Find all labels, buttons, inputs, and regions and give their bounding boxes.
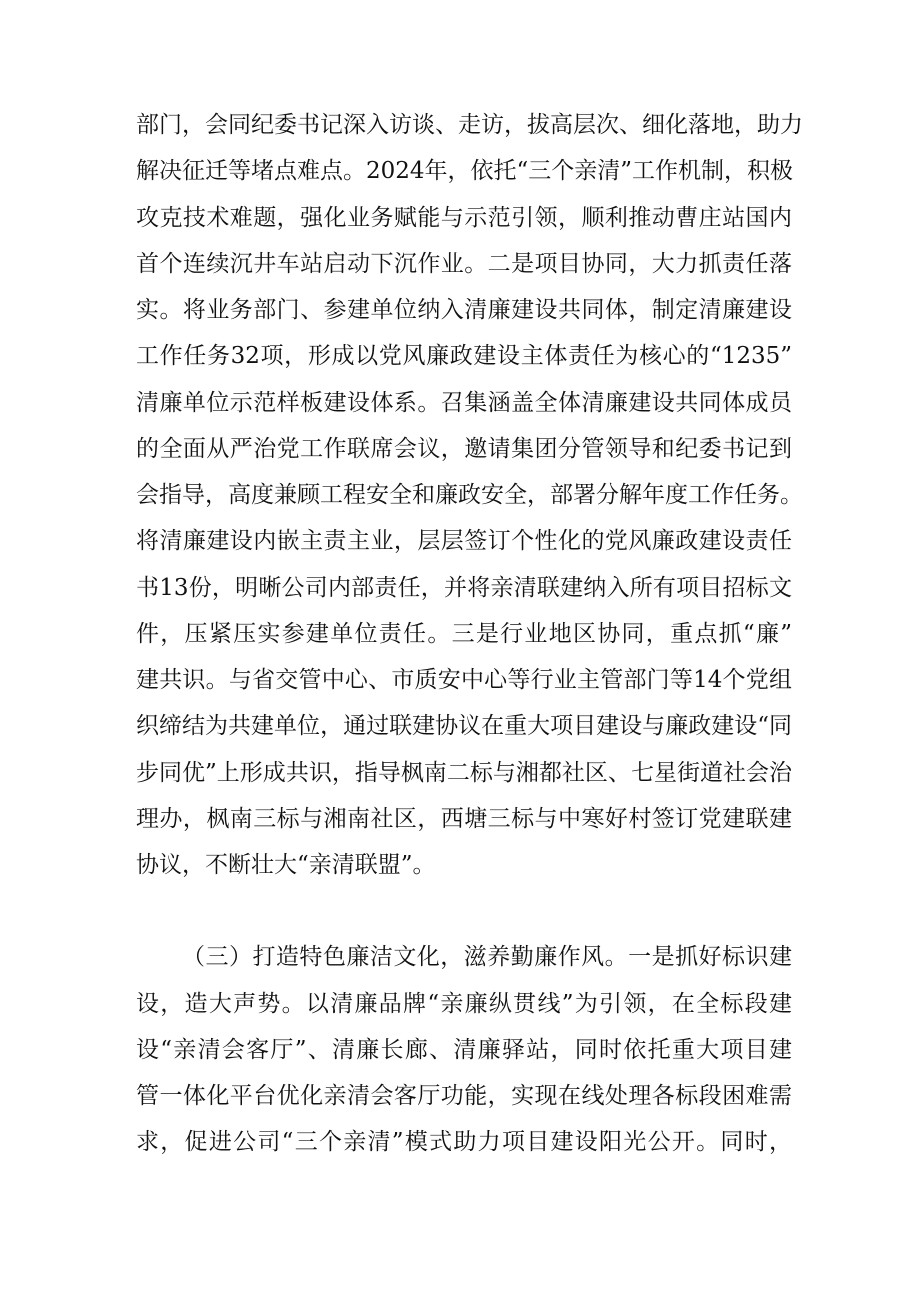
text-line: 管一体化平台优化亲清会客厅功能，实现在线处理各标段困难需 xyxy=(136,1083,792,1109)
text-line: 织缔结为共建单位，通过联建协议在重大项目建设与廉政建设“同 xyxy=(136,713,792,740)
document-body xyxy=(136,102,803,1166)
text-line: 攻克技术难题，强化业务赋能与示范引领，顺利推动曹庄站国内 xyxy=(136,204,792,231)
text-line: 协议，不断壮大“亲清联盟”。 xyxy=(136,852,436,878)
text-line: 求，促进公司“三个亲清”模式助力项目建设阳光公开。同时， xyxy=(136,1129,792,1156)
text-line: 书13份，明晰公司内部责任，并将亲清联建纳入所有项目招标文 xyxy=(136,574,792,601)
paragraph-2 xyxy=(136,934,792,1165)
paragraph-1 xyxy=(136,102,803,888)
text-line: 清廉单位示范样板建设体系。召集涵盖全体清廉建设共同体成员 xyxy=(136,389,792,416)
text-line: 的全面从严治党工作联席会议，邀请集团分管领导和纪委书记到 xyxy=(136,435,792,462)
text-line: 将清廉建设内嵌主责主业，层层签订个性化的党风廉政建设责任 xyxy=(136,528,792,555)
paragraph-gap xyxy=(136,888,792,934)
text-line: 件，压紧压实参建单位责任。三是行业地区协同，重点抓“廉” xyxy=(136,620,792,647)
text-line: 解决征迁等堵点难点。2024年，依托“三个亲清”工作机制，积极 xyxy=(136,158,794,185)
section-heading-line: （三）打造特色廉洁文化，滋养勤廉作风。一是抓好标识建 xyxy=(182,944,792,971)
text-line: 建共识。与省交管中心、市质安中心等行业主管部门等14个党组 xyxy=(136,667,792,693)
text-line: 会指导，高度兼顾工程安全和廉政安全，部署分解年度工作任务。 xyxy=(136,482,803,508)
text-line: 理办，枫南三标与湘南社区，西塘三标与中寒好村签订党建联建 xyxy=(136,805,792,832)
text-line: 设“亲清会客厅”、清廉长廊、清廉驿站，同时依托重大项目建 xyxy=(136,1036,792,1063)
text-line: 工作任务32项，形成以党风廉政建设主体责任为核心的“1235” xyxy=(136,343,792,370)
text-line: 部门，会同纪委书记深入访谈、走访，拔高层次、细化落地，助力 xyxy=(136,112,803,138)
text-line: 设，造大声势。以清廉品牌“亲廉纵贯线”为引领，在全标段建 xyxy=(136,990,792,1017)
text-line: 步同优”上形成共识，指导枫南二标与湘都社区、七星街道社会治 xyxy=(136,759,792,786)
text-line: 首个连续沉井车站启动下沉作业。二是项目协同，大力抓责任落 xyxy=(136,250,792,277)
text-line: 实。将业务部门、参建单位纳入清廉建设共同体，制定清廉建设 xyxy=(136,297,792,323)
